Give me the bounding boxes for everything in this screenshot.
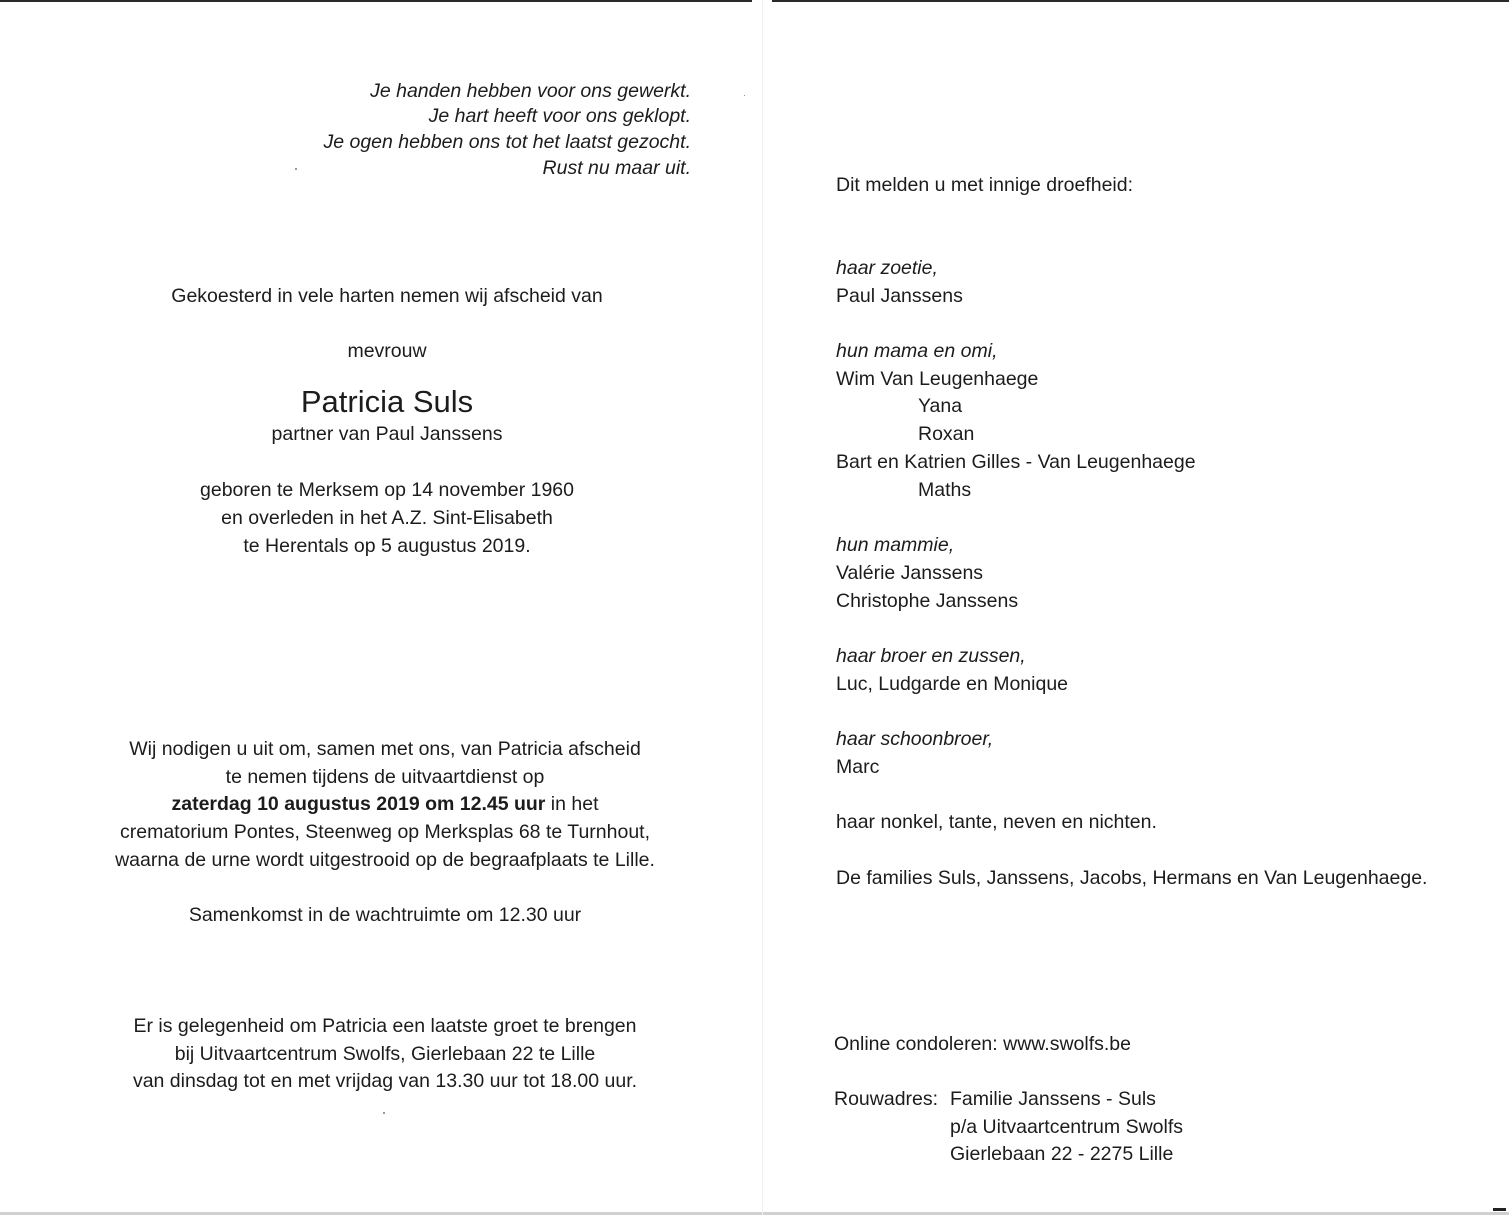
scan-speck	[383, 1112, 385, 1114]
relation-label: hun mama en omi,	[836, 340, 998, 362]
family-member: Valérie Janssens	[836, 562, 984, 584]
online-condolence: Online condoleren: www.swolfs.be	[834, 1033, 1131, 1055]
family-member: Marc	[836, 756, 880, 778]
gathering-text: Samenkomst in de wachtruimte om 12.30 uur	[188, 904, 582, 926]
fold-line	[762, 0, 763, 1215]
poem-line-4: Rust nu maar uit.	[542, 157, 691, 179]
address-line-3: Gierlebaan 22 - 2275 Lille	[950, 1143, 1174, 1165]
grandchild: Yana	[918, 395, 963, 417]
visitation-line-2: bij Uitvaartcentrum Swolfs, Gierlebaan 22 te Lille	[174, 1043, 596, 1065]
family-member: Paul Janssens	[836, 285, 963, 307]
death-line: en overleden in het A.Z. Sint-Elisabeth	[221, 507, 553, 529]
invitation-line-4: crematorium Pontes, Steenweg op Merksplas 68 te Turnhout,	[119, 821, 651, 843]
extended-family: haar nonkel, tante, neven en nichten.	[836, 811, 1157, 833]
grandchild: Roxan	[918, 423, 975, 445]
address-line-2: p/a Uitvaartcentrum Swolfs	[950, 1116, 1184, 1138]
invitation-line-3	[171, 795, 598, 815]
relation-label: haar zoetie,	[836, 257, 938, 279]
families-line: De families Suls, Janssens, Jacobs, Hermans en Van Leugenhaege.	[836, 867, 1428, 889]
invitation-line-3-rest: in het	[545, 793, 599, 815]
relation-label: haar schoonbroer,	[836, 728, 994, 750]
address-label: Rouwadres:	[834, 1088, 939, 1110]
deceased-name: Patricia Suls	[300, 384, 474, 419]
partner-line: partner van Paul Janssens	[271, 423, 503, 445]
visitation-line-1: Er is gelegenheid om Patricia een laatste groet te brengen	[133, 1015, 637, 1037]
poem-line-3: Je ogen hebben ons tot het laatst gezocht.	[323, 131, 691, 153]
poem-line-2: Je hart heeft voor ons geklopt.	[428, 105, 691, 127]
relation-label: hun mammie,	[836, 534, 955, 556]
salutation: mevrouw	[347, 340, 427, 362]
poem-line-1: Je handen hebben voor ons gewerkt.	[370, 80, 691, 102]
service-datetime: zaterdag 10 augustus 2019 om 12.45 uur	[171, 793, 546, 815]
top-rule-right	[772, 0, 1509, 2]
scan-speck	[295, 168, 297, 170]
address-line-1: Familie Janssens - Suls	[950, 1088, 1156, 1110]
birth-line: geboren te Merksem op 14 november 1960	[200, 479, 574, 501]
invitation-line-5: waarna de urne wordt uitgestrooid op de begraafplaats te Lille.	[115, 849, 655, 871]
relation-label: haar broer en zussen,	[836, 645, 1026, 667]
grandchild: Maths	[918, 479, 972, 501]
intro-text: Gekoesterd in vele harten nemen wij afscheid van	[171, 285, 603, 307]
family-member: Wim Van Leugenhaege	[836, 368, 1039, 390]
top-rule-left	[0, 0, 752, 2]
family-member: Christophe Janssens	[836, 590, 1019, 612]
family-member: Bart en Katrien Gilles - Van Leugenhaege	[836, 451, 1196, 473]
death-place-line: te Herentals op 5 augustus 2019.	[243, 535, 531, 557]
invitation-line-2: te nemen tijdens de uitvaartdienst op	[225, 766, 545, 788]
scan-speck	[744, 95, 745, 96]
announcement: Dit melden u met innige droefheid:	[836, 174, 1134, 196]
visitation-line-3: van dinsdag tot en met vrijdag van 13.30 uur tot 18.00 uur.	[132, 1070, 638, 1092]
corner-mark	[1493, 1208, 1506, 1211]
invitation-line-1: Wij nodigen u uit om, samen met ons, van Patricia afscheid	[129, 738, 641, 760]
family-member: Luc, Ludgarde en Monique	[836, 673, 1069, 695]
